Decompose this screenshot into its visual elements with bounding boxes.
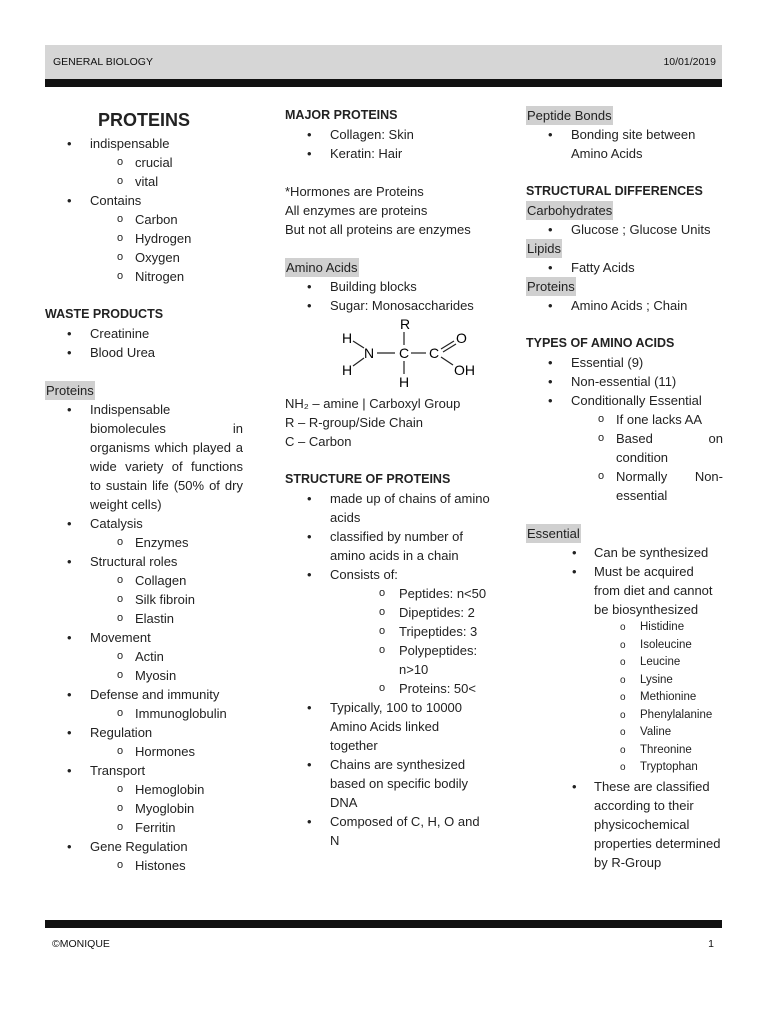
section-heading: STRUCTURE OF PROTEINS [285,472,451,486]
list-item: • Typically, 100 to 10000 Amino Acids linked together [285,698,490,755]
list-item: • Sugar: Monosaccharides [285,296,490,315]
major-list [285,125,490,163]
list-subitem: o Histidine [526,619,723,637]
hydrogen-label: H [342,330,353,346]
types-list [526,353,723,505]
list-item: • Chains are synthesized based on specific bodily DNA [285,755,490,812]
list-subitem: o Based on condition [526,429,723,467]
highlighted-heading: Peptide Bonds [527,108,612,123]
oxygen-label: O [456,330,467,346]
list-subitem: o Histones [45,856,243,875]
list-item: • Non-essential (11) [526,372,723,391]
list-item: • Blood Urea [45,343,243,362]
hydrogen-label: H [342,362,353,378]
list-subitem: o Lysine [526,672,723,690]
list-item: • Catalysis [45,514,243,533]
carb-list [526,220,723,239]
note-line: But not all proteins are enzymes [285,222,471,237]
list-subitem: o Collagen [45,571,243,590]
list-subitem: o Threonine [526,742,723,760]
list-item: • Movement [45,628,243,647]
highlighted-heading: Essential [527,526,580,541]
hydroxyl-label: OH [454,362,475,378]
list-subitem: o Myoglobin [45,799,243,818]
amino-list [285,277,490,315]
list-subitem: o Leucine [526,654,723,672]
r-group-label: R [400,317,411,332]
list-item: • Composed of C, H, O and N [285,812,490,850]
highlighted-heading: Lipids [527,241,561,256]
list-subitem: o Carbon [45,210,243,229]
list-item: • Conditionally Essential [526,391,723,410]
amino-acid-structure-diagram [311,317,491,389]
section-heading: MAJOR PROTEINS [285,108,398,122]
lipid-list [526,258,723,277]
note-line: All enzymes are proteins [285,203,428,218]
highlighted-heading: Amino Acids [286,260,358,275]
list-subitem: o Elastin [45,609,243,628]
essential-list [526,543,723,872]
header-rule [45,79,722,87]
list-item: • Defense and immunity [45,685,243,704]
column-1 [45,106,243,875]
list-subitem: o vital [45,172,243,191]
list-subitem: o Immunoglobulin [45,704,243,723]
list-subitem: o Actin [45,647,243,666]
list-item: • Building blocks [285,277,490,296]
list-item: • made up of chains of amino acids [285,489,490,527]
carbon-label: C [399,345,410,361]
structure-list [285,489,490,850]
section-heading: TYPES OF AMINO ACIDS [526,336,675,350]
legend-line: R – R-group/Side Chain [285,415,424,430]
column-3 [526,106,723,872]
page-number: 1 [708,938,714,950]
author: ©MONIQUE [52,938,110,950]
list-item: • Transport [45,761,243,780]
legend-line: C – Carbon [285,434,352,449]
list-subitem: o Proteins: 50< [285,679,490,698]
page-title: PROTEINS [97,110,190,130]
list-item: • Essential (9) [526,353,723,372]
list-item: • Bonding site between Amino Acids [526,125,723,163]
list-subitem: o If one lacks AA [526,410,723,429]
hydrogen-label: H [399,374,410,389]
list-subitem: o Tryptophan [526,759,723,777]
list-subitem: o Normally Non-essential [526,467,723,505]
list-subitem: o Enzymes [45,533,243,552]
nitrogen-label: N [364,345,375,361]
list-subitem: o Peptides: n<50 [285,584,490,603]
list-subitem: o Phenylalanine [526,707,723,725]
highlighted-heading: Proteins [46,383,94,398]
list-subitem: o Isoleucine [526,637,723,655]
list-item: • Indispensable biomolecules in organisms which played a wide variety of functions to sustain life (50% of dry weight cells) [45,400,243,514]
list-subitem: o Valine [526,724,723,742]
list-item: • Structural roles [45,552,243,571]
list-item: • Must be acquired from diet and cannot be biosynthesized [526,562,723,619]
list-subitem: o Nitrogen [45,267,243,286]
list-subitem: o Hydrogen [45,229,243,248]
list-subitem: o Oxygen [45,248,243,267]
highlighted-heading: Proteins [527,279,575,294]
waste-list [45,324,243,362]
section-heading: STRUCTURAL DIFFERENCES [526,184,703,198]
functions-list [45,400,243,875]
list-item: • Keratin: Hair [285,144,490,163]
list-subitem: o Tripeptides: 3 [285,622,490,641]
list-item: • Fatty Acids [526,258,723,277]
list-item: • indispensable [45,134,243,153]
list-item: • Contains [45,191,243,210]
list-item: • These are classified according to their physicochemical properties determined by R-Group [526,777,723,872]
list-subitem: o crucial [45,153,243,172]
footer-rule [45,920,722,928]
course-title: GENERAL BIOLOGY [53,56,153,68]
list-subitem: o Hormones [45,742,243,761]
list-subitem: o Ferritin [45,818,243,837]
date: 10/01/2019 [663,56,716,68]
list-item: • Regulation [45,723,243,742]
list-item: • Consists of: [285,565,490,584]
list-item: • Can be synthesized [526,543,723,562]
list-subitem: o Myosin [45,666,243,685]
list-item: • classified by number of amino acids in a chain [285,527,490,565]
protein-list [526,296,723,315]
list-subitem: o Polypeptides: n>10 [285,641,490,679]
list-item: • Creatinine [45,324,243,343]
carboxyl-carbon-label: C [429,345,440,361]
list-item: • Collagen: Skin [285,125,490,144]
intro-list [45,134,243,286]
highlighted-heading: Carbohydrates [527,203,613,218]
list-subitem: o Silk fibroin [45,590,243,609]
peptide-list [526,125,723,163]
list-subitem: o Methionine [526,689,723,707]
list-item: • Glucose ; Glucose Units [526,220,723,239]
list-subitem: o Dipeptides: 2 [285,603,490,622]
legend-line: NH₂ – amine | Carboxyl Group [285,396,461,411]
note-line: *Hormones are Proteins [285,184,424,199]
list-subitem: o Hemoglobin [45,780,243,799]
section-heading: WASTE PRODUCTS [45,307,164,321]
column-2 [285,106,490,850]
list-item: • Gene Regulation [45,837,243,856]
list-item: • Amino Acids ; Chain [526,296,723,315]
